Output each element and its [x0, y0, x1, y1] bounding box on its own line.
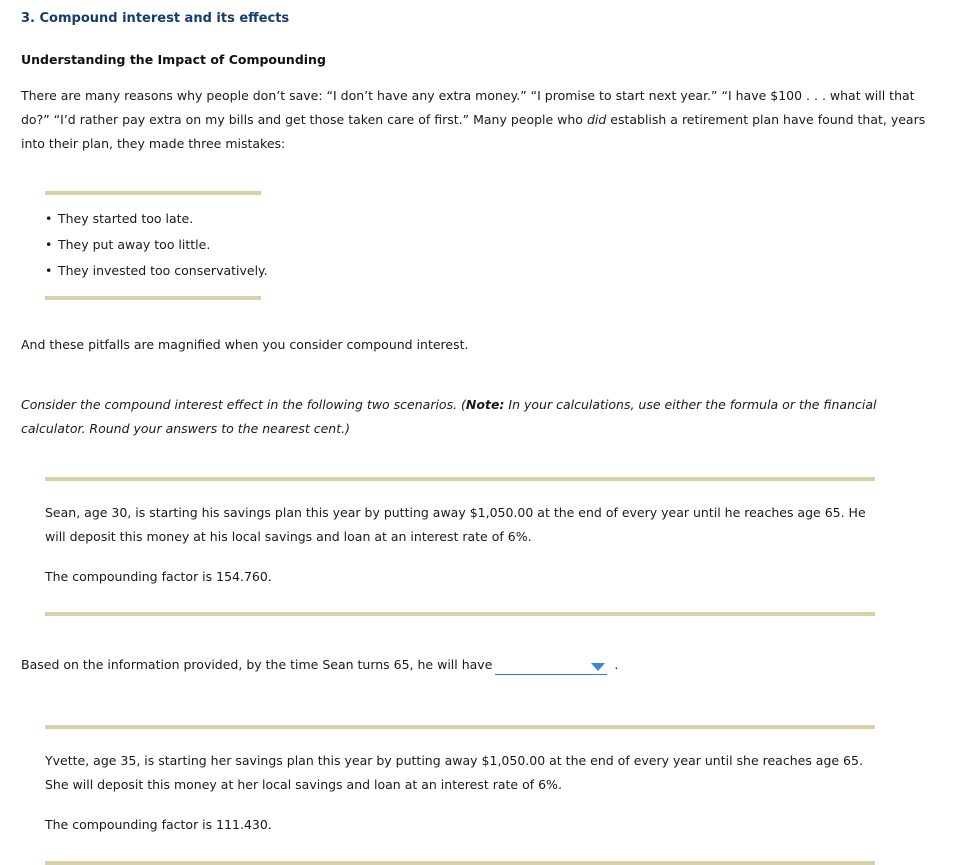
list-item: • They invested too conservatively.: [45, 258, 268, 284]
question-sean: [21, 655, 618, 675]
scenario-yvette-text: Yvette, age 35, is starting her savings plan this year by putting away $1,050.00 at the end of every year until she reaches age 65. She will deposit this money at her local savings and loan at an interest rate of 6%.: [45, 753, 863, 792]
intro-paragraph: [21, 84, 931, 156]
note-label: Note:: [465, 397, 505, 412]
pitfalls-text: And these pitfalls are magnified when you consider compound interest.: [21, 337, 469, 352]
list-item: • They started too late.: [45, 206, 268, 232]
question-period: .: [614, 657, 619, 672]
intro-emphasis: did: [586, 112, 607, 127]
scenario-sean-text: Sean, age 30, is starting his savings plan this year by putting away $1,050.00 at the end of every year until he reaches age 65. He will deposit this money at his local savings and loan at an interest rate of 6%.: [45, 505, 866, 544]
scenario-yvette-factor: The compounding factor is 111.430.: [45, 817, 272, 832]
intro-text-start: There are many reasons why people don’t save: “I don’t have any extra money.” “I promise to start next year.” “I have $100 . . . what will that do?” “I’d rather pay extra on my bills and get those taken care of first.” Many people who: [21, 88, 915, 127]
intro-text-end: establish a retirement plan have found that, years into their plan, they made three mistakes:: [21, 112, 926, 151]
scenario-sean-factor: The compounding factor is 154.760.: [45, 569, 272, 584]
instructions-rest: In your calculations, use either the formula or the financial calculator. Round your answers to the nearest cent.): [21, 397, 877, 436]
sean-answer-dropdown[interactable]: [495, 658, 607, 675]
list-item: • They put away too little.: [45, 232, 268, 258]
subheading: Understanding the Impact of Compounding: [21, 52, 326, 67]
scenario-yvette-box: [45, 725, 875, 865]
mistakes-list: [45, 206, 268, 284]
instructions-lead: Consider the compound interest effect in the following two scenarios. (: [21, 397, 466, 412]
chevron-down-icon[interactable]: [591, 663, 605, 671]
question-sean-text: Based on the information provided, by the time Sean turns 65, he will have: [21, 657, 493, 672]
scenario-sean-box: [45, 477, 875, 616]
section-title: 3. Compound interest and its effects: [21, 11, 290, 26]
mistakes-box: [45, 191, 268, 300]
scenario-instructions: [21, 393, 926, 441]
